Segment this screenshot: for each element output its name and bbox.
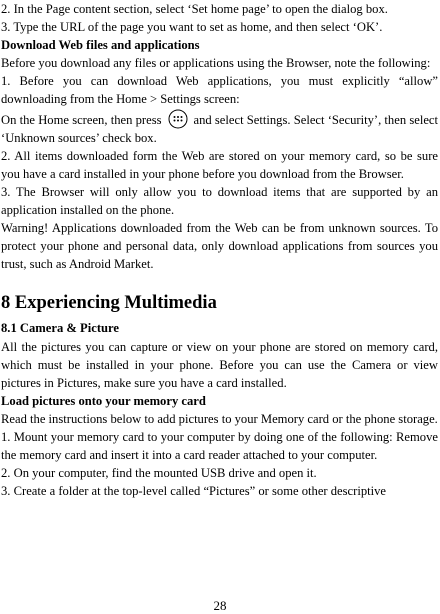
paragraph: 1. Mount your memory card to your computer by doing one of the following: Remove the memory card and insert it into a card reader attached to your computer. — [1, 429, 438, 463]
paragraph-text: On the Home screen, then press — [1, 112, 162, 127]
section-heading: 8 Experiencing Multimedia — [1, 293, 217, 314]
subheading-download: Download Web files and applications — [1, 38, 200, 53]
menu-key-icon — [168, 109, 188, 129]
paragraph-text: and select Settings. Select ‘Security’, then select ‘Unknown sources’ check box. — [1, 112, 438, 145]
warning-paragraph: Warning! Applications downloaded from the Web can be from unknown sources. To protect your phone and personal data, only download applications from sources you trust, such as Android Market. — [1, 221, 438, 272]
page-number: 28 — [213, 598, 227, 613]
paragraph — [1, 109, 438, 147]
instruction-line: 2. In the Page content section, select ‘Set home page’ to open the dialog box. — [1, 2, 388, 16]
paragraph: 3. The Browser will only allow you to download items that are supported by an application installed on the phone. — [1, 184, 438, 218]
paragraph: 2. On your computer, find the mounted USB drive and open it. — [1, 466, 317, 481]
subheading-load: Load pictures onto your memory card — [1, 393, 206, 408]
paragraph: 1. Before you can download Web applications, you must explicitly “allow” downloading from the Home > Settings screen: — [1, 74, 438, 107]
paragraph: All the pictures you can capture or view on your phone are stored on memory card, which must be installed in your phone. Before you can use the Camera or view pictures in Pictures, make sure you have a card installed. — [1, 339, 438, 390]
paragraph: Read the instructions below to add pictures to your Memory card or the phone storage. — [1, 411, 438, 426]
paragraph: 2. All items downloaded form the Web are stored on your memory card, so be sure you have a card installed in your phone before you download from the Browser. — [1, 148, 438, 181]
paragraph: 3. Create a folder at the top-level called “Pictures” or some other descriptive — [1, 484, 387, 499]
instruction-line: 3. Type the URL of the page you want to set as home, and then select ‘OK’. — [1, 20, 383, 35]
paragraph: Before you download any files or applications using the Browser, note the following: — [1, 56, 431, 71]
subheading-camera: 8.1 Camera & Picture — [1, 321, 119, 336]
document-page — [1, 0, 438, 500]
